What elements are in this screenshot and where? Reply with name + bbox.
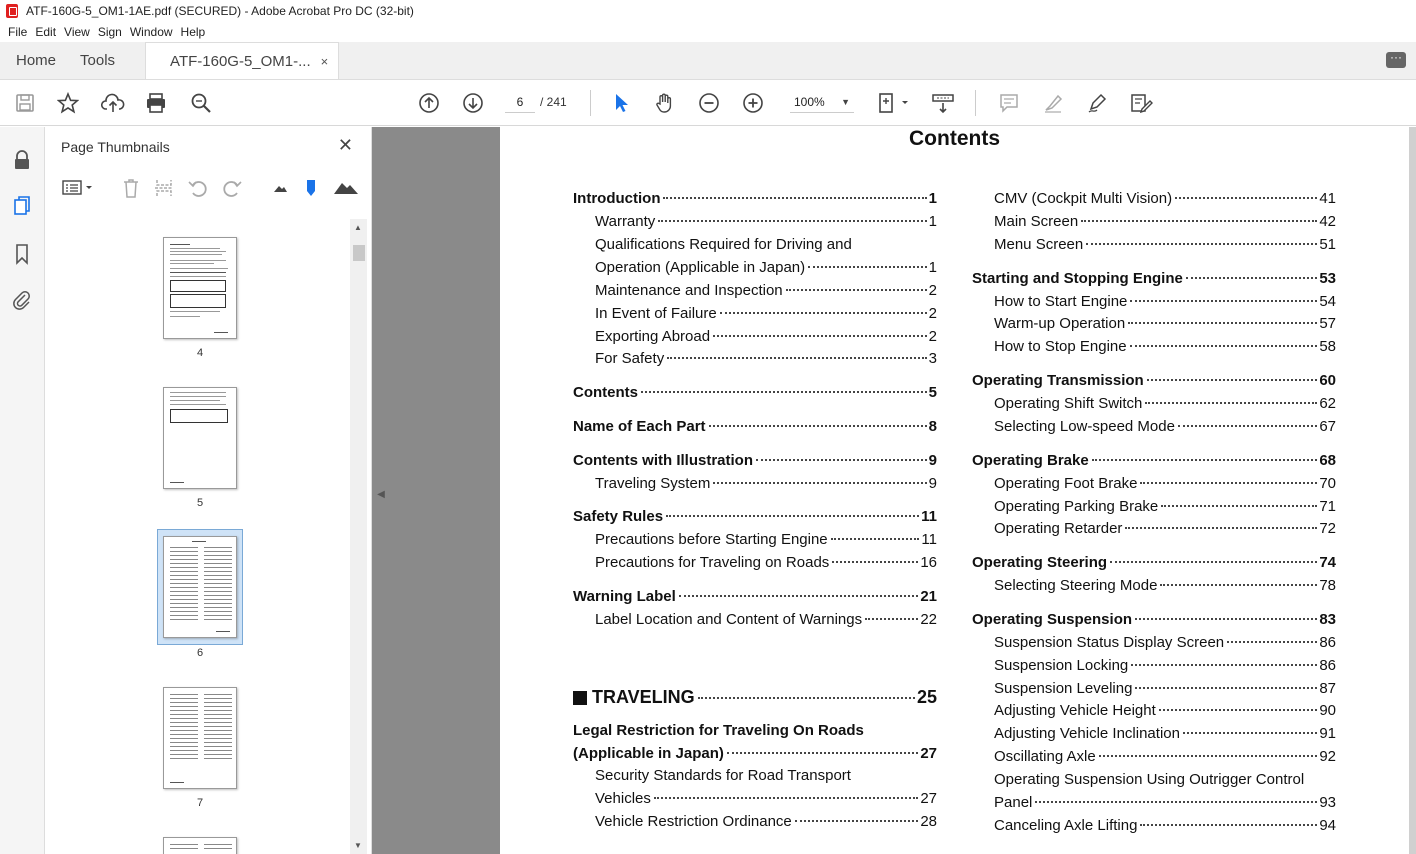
toc-entry-title: Warm-up Operation — [994, 315, 1126, 332]
toc-entry-page: 3 — [928, 350, 937, 367]
scrollbar-thumb[interactable] — [353, 245, 365, 261]
zoom-in-icon[interactable] — [740, 90, 766, 116]
pdf-page — [500, 127, 1409, 854]
toolbar-divider — [590, 90, 591, 116]
document-scrollbar[interactable] — [1409, 127, 1416, 854]
previous-page-icon[interactable] — [416, 90, 442, 116]
toc-leader-dots — [667, 357, 926, 359]
toc-leader-dots — [1131, 664, 1317, 666]
toc-entry-title: In Event of Failure — [595, 305, 717, 322]
tab-tools[interactable]: Tools — [80, 52, 116, 69]
toc-entry-page: 70 — [1319, 475, 1336, 492]
toc-entry[interactable] — [573, 508, 937, 530]
toc-entry[interactable] — [573, 418, 937, 440]
toc-entry-title: Traveling System — [595, 475, 711, 492]
thumbnail-page-number: 6 — [196, 647, 204, 659]
toc-leader-dots — [641, 391, 927, 393]
acrobat-app-icon — [6, 4, 18, 18]
toc-leader-dots — [1128, 322, 1317, 324]
toc-entry-title: Precautions before Starting Engine — [595, 531, 828, 548]
toc-entry-page: 86 — [1319, 657, 1336, 674]
toc-entry-page: 11 — [921, 508, 937, 525]
toc-entry-page: 91 — [1319, 725, 1336, 742]
toc-entry[interactable] — [595, 213, 937, 235]
toc-leader-dots — [1159, 709, 1318, 711]
toc-entry[interactable] — [994, 702, 1336, 724]
attachment-icon[interactable] — [12, 289, 32, 309]
toc-leader-dots — [713, 482, 926, 484]
toc-entry[interactable] — [994, 293, 1336, 315]
toc-entry-page: 78 — [1319, 577, 1336, 594]
toolbar-divider — [975, 90, 976, 116]
toc-entry-title: TRAVELING — [592, 687, 695, 707]
menu-bar — [0, 22, 1416, 42]
toc-leader-dots — [1110, 561, 1317, 563]
toc-entry-title: Exporting Abroad — [595, 328, 711, 345]
page-title: Contents — [909, 127, 1000, 150]
extract-page-icon[interactable] — [153, 177, 175, 204]
toc-entry-page: 16 — [920, 554, 937, 571]
toc-entry-page: 2 — [928, 305, 937, 322]
collapse-panel-icon[interactable]: ◀ — [377, 488, 385, 500]
toc-entry-page: 2 — [928, 328, 937, 345]
toc-entry-title: Operating Suspension Using Outrigger Control — [994, 771, 1305, 788]
menu-window[interactable]: Window — [129, 25, 173, 39]
toc-entry[interactable] — [573, 588, 937, 610]
toc-leader-dots — [1183, 732, 1317, 734]
toc-entry-page: 9 — [928, 452, 937, 469]
close-icon[interactable]: ✕ — [337, 135, 353, 155]
toc-entry[interactable] — [972, 554, 1336, 576]
delete-page-icon[interactable] — [121, 177, 141, 204]
toc-entry-title: Precautions for Traveling on Roads — [595, 554, 830, 571]
main-toolbar — [0, 80, 1416, 126]
toc-entry[interactable] — [595, 328, 937, 350]
toc-entry[interactable] — [573, 745, 937, 767]
toc-entry-title: How to Stop Engine — [994, 338, 1127, 355]
toc-entry-title: Warranty — [595, 213, 656, 230]
toc-leader-dots — [831, 538, 920, 540]
toc-entry-title: For Safety — [595, 350, 665, 367]
toc-entry-page: 41 — [1319, 190, 1336, 207]
hand-tool-icon[interactable] — [652, 90, 678, 116]
toc-entry[interactable] — [595, 813, 937, 835]
toc-entry-title: Operating Foot Brake — [994, 475, 1138, 492]
toc-entry-title: Warning Label — [573, 588, 676, 605]
toc-entry[interactable] — [994, 520, 1336, 542]
tab-bar — [0, 42, 1416, 80]
toc-entry[interactable] — [994, 634, 1336, 656]
toc-entry-page: 5 — [928, 384, 937, 401]
page-thumbnails-icon[interactable] — [12, 195, 32, 215]
toc-entry-title: Adjusting Vehicle Inclination — [994, 725, 1180, 742]
toc-leader-dots — [709, 425, 927, 427]
toc-entry-title: Legal Restriction for Traveling On Roads — [573, 722, 864, 739]
toc-entry-page: 72 — [1319, 520, 1336, 537]
toc-entry-title: Vehicles — [595, 790, 651, 807]
title-bar — [0, 0, 1416, 22]
page-thumbnails-panel — [45, 127, 372, 854]
toc-entry[interactable] — [972, 452, 1336, 474]
toc-entry[interactable] — [994, 657, 1336, 679]
toc-leader-dots — [666, 515, 919, 517]
toc-entry-page: 21 — [920, 588, 937, 605]
toc-entry[interactable] — [573, 384, 937, 406]
toc-entry-page: 1 — [928, 190, 937, 207]
toc-leader-dots — [1081, 220, 1317, 222]
toc-leader-dots — [1135, 618, 1317, 620]
toc-entry-page: 22 — [920, 611, 937, 628]
thumbnail-page-number: 4 — [196, 347, 204, 359]
toc-entry-page: 90 — [1319, 702, 1336, 719]
toc-entry-title: Security Standards for Road Transport — [595, 767, 851, 784]
toc-leader-dots — [1145, 402, 1317, 404]
toc-leader-dots — [1186, 277, 1317, 279]
toc-entry-title: Operating Suspension — [972, 611, 1133, 628]
toc-leader-dots — [1035, 801, 1317, 803]
toc-entry[interactable] — [972, 270, 1336, 292]
toc-entry[interactable] — [595, 531, 937, 553]
toc-entry-title: Operating Steering — [972, 554, 1108, 571]
thumbnail-list — [45, 219, 350, 854]
menu-help[interactable]: Help — [180, 25, 206, 39]
toc-leader-dots — [808, 266, 927, 268]
toc-entry-page: 68 — [1319, 452, 1336, 469]
toc-leader-dots — [1140, 824, 1317, 826]
toc-entry-page: 67 — [1319, 418, 1336, 435]
page-total: / 241 — [540, 95, 567, 109]
toc-entry-title: Main Screen — [994, 213, 1079, 230]
toc-entry[interactable] — [994, 577, 1336, 599]
sign-pen-icon[interactable] — [1084, 90, 1110, 116]
toc-leader-dots — [865, 618, 918, 620]
thumbnail-page[interactable] — [163, 687, 237, 789]
highlight-pen-icon[interactable] — [1040, 90, 1066, 116]
toc-entry[interactable] — [994, 395, 1336, 417]
toc-leader-dots — [698, 697, 915, 699]
print-icon[interactable] — [143, 90, 169, 116]
thumbnail-larger-icon[interactable] — [333, 177, 359, 202]
toc-leader-dots — [1178, 425, 1317, 427]
toc-entry[interactable] — [994, 794, 1336, 816]
edit-document-icon[interactable] — [1128, 90, 1154, 116]
menu-sign[interactable]: Sign — [97, 25, 122, 39]
toc-entry-title: Operating Parking Brake — [994, 498, 1159, 515]
toc-entry-title: Canceling Axle Lifting — [994, 817, 1138, 834]
thumbnail-scrollbar[interactable] — [350, 219, 367, 854]
toc-leader-dots — [756, 459, 927, 461]
toc-entry[interactable] — [994, 817, 1336, 839]
toc-leader-dots — [1086, 243, 1317, 245]
next-page-icon[interactable] — [460, 90, 486, 116]
toc-entry-page: 83 — [1319, 611, 1336, 628]
bookmarks-icon[interactable] — [12, 243, 32, 263]
toc-entry-title: Selecting Low-speed Mode — [994, 418, 1175, 435]
select-cursor-icon[interactable] — [608, 90, 634, 116]
toc-entry[interactable] — [994, 190, 1336, 212]
toc-entry[interactable] — [595, 282, 937, 304]
toc-entry[interactable] — [595, 236, 937, 258]
toc-entry[interactable] — [573, 722, 937, 744]
left-navigation-rail — [0, 127, 45, 854]
toc-entry[interactable] — [595, 554, 937, 576]
scroll-mode-icon[interactable] — [930, 90, 956, 116]
bookmark-star-icon[interactable] — [55, 90, 81, 116]
toc-entry-title: Contents — [573, 384, 638, 401]
search-zoom-icon[interactable] — [188, 90, 214, 116]
toc-leader-dots — [1140, 482, 1317, 484]
thumbnail-page-number: 5 — [196, 497, 204, 509]
toc-leader-dots — [679, 595, 919, 597]
toc-leader-dots — [1147, 379, 1318, 381]
tab-document[interactable] — [145, 42, 339, 79]
toc-leader-dots — [1125, 527, 1317, 529]
toc-leader-dots — [1135, 687, 1317, 689]
thumbnail-slider-handle-icon[interactable] — [303, 177, 319, 204]
zoom-out-icon[interactable] — [696, 90, 722, 116]
toc-entry-page: 9 — [928, 475, 937, 492]
thumbnail-page-selected[interactable] — [163, 536, 237, 638]
toc-entry-title: Vehicle Restriction Ordinance — [595, 813, 792, 830]
toc-entry-page: 25 — [916, 687, 937, 707]
save-icon[interactable] — [12, 90, 38, 116]
toc-entry-page: 62 — [1319, 395, 1336, 412]
thumbnail-toolbar — [45, 171, 372, 205]
scroll-down-icon[interactable]: ▼ — [354, 841, 362, 850]
options-menu-icon[interactable] — [61, 177, 95, 202]
toc-entry-page: 71 — [1319, 498, 1336, 515]
toc-leader-dots — [1099, 755, 1318, 757]
toc-entry-page: 2 — [928, 282, 937, 299]
thumbnail-smaller-icon[interactable] — [271, 177, 289, 202]
toc-entry-page: 1 — [928, 213, 937, 230]
zoom-level-select[interactable] — [790, 91, 854, 113]
toc-entry-page: 28 — [920, 813, 937, 830]
toc-entry-page: 27 — [920, 745, 937, 762]
toc-entry-title: (Applicable in Japan) — [573, 745, 724, 762]
tab-document-label: ATF-160G-5_OM1-... — [170, 52, 311, 70]
toc-entry-title: Oscillating Axle — [994, 748, 1096, 765]
toc-entry-page: 27 — [920, 790, 937, 807]
toc-entry-page: 86 — [1319, 634, 1336, 651]
tab-home[interactable]: Home — [16, 52, 57, 69]
zoom-level-value: 100% — [794, 95, 825, 109]
toc-entry-page: 93 — [1319, 794, 1336, 811]
toc-entry[interactable] — [972, 372, 1336, 394]
toc-leader-dots — [1130, 300, 1317, 302]
toc-leader-dots — [1130, 345, 1318, 347]
toc-leader-dots — [786, 289, 927, 291]
toc-entry-title: Operation (Applicable in Japan) — [595, 259, 806, 276]
toc-entry-title: Label Location and Content of Warnings — [595, 611, 863, 628]
rotate-left-icon[interactable] — [187, 177, 209, 204]
lock-icon[interactable] — [12, 149, 32, 169]
toc-entry[interactable] — [994, 680, 1336, 702]
chevron-down-icon: ▼ — [841, 97, 850, 107]
thumbnail-page-number: 7 — [196, 797, 204, 809]
toc-leader-dots — [1161, 505, 1317, 507]
toc-entry[interactable] — [994, 213, 1336, 235]
thumbnail-page[interactable] — [163, 387, 237, 489]
thumbnail-page[interactable] — [163, 237, 237, 339]
toc-entry[interactable] — [994, 338, 1336, 360]
toc-entry-title: Introduction — [573, 190, 661, 207]
toc-entry[interactable] — [994, 475, 1336, 497]
toc-entry-title: Operating Transmission — [972, 372, 1144, 389]
toc-leader-dots — [713, 335, 927, 337]
toc-entry[interactable] — [595, 305, 937, 327]
menu-file[interactable]: File — [8, 25, 28, 39]
thumbnail-page[interactable] — [163, 837, 237, 854]
toc-leader-dots — [1227, 641, 1317, 643]
toc-entry-page: 92 — [1319, 748, 1336, 765]
toc-entry-title: How to Start Engine — [994, 293, 1128, 310]
toc-entry-title: Menu Screen — [994, 236, 1084, 253]
toc-entry-title: Panel — [994, 794, 1033, 811]
toc-leader-dots — [654, 797, 918, 799]
toc-entry[interactable] — [595, 767, 937, 789]
toc-entry[interactable] — [595, 259, 937, 281]
toc-leader-dots — [720, 312, 927, 314]
toc-entry-page: 11 — [921, 531, 937, 548]
toc-entry-title: Suspension Status Display Screen — [994, 634, 1225, 651]
toc-entry-title: Maintenance and Inspection — [595, 282, 783, 299]
toc-entry-page: 87 — [1319, 680, 1336, 697]
toc-leader-dots — [727, 752, 918, 754]
toc-entry-page: 8 — [928, 418, 937, 435]
toc-entry-title: Selecting Steering Mode — [994, 577, 1158, 594]
comment-icon[interactable] — [1386, 52, 1406, 68]
toc-entry-page: 51 — [1319, 236, 1336, 253]
toc-leader-dots — [795, 820, 919, 822]
page-number-input[interactable]: 6 — [505, 91, 535, 113]
toc-entry-title: Operating Retarder — [994, 520, 1123, 537]
toc-entry[interactable] — [994, 725, 1336, 747]
upload-cloud-icon[interactable] — [100, 90, 126, 116]
tab-close-icon[interactable]: × — [320, 53, 329, 69]
toc-entry-page: 58 — [1319, 338, 1336, 355]
toc-entry[interactable] — [595, 475, 937, 497]
toc-leader-dots — [832, 561, 918, 563]
toc-entry-title: Contents with Illustration — [573, 452, 753, 469]
toc-entry[interactable] — [573, 190, 937, 212]
page-fit-icon[interactable] — [876, 90, 912, 116]
toc-entry[interactable] — [595, 350, 937, 372]
toc-entry-title: Qualifications Required for Driving and — [595, 236, 852, 253]
toc-entry-page: 42 — [1319, 213, 1336, 230]
menu-view[interactable]: View — [64, 25, 90, 39]
toc-entry-page: 1 — [928, 259, 937, 276]
toc-entry-title: Name of Each Part — [573, 418, 706, 435]
toc-leader-dots — [1175, 197, 1317, 199]
rotate-right-icon[interactable] — [221, 177, 243, 204]
toc-entry-page: 54 — [1319, 293, 1336, 310]
toc-entry[interactable] — [972, 611, 1336, 633]
toc-entry-page: 60 — [1319, 372, 1336, 389]
toc-entry[interactable] — [573, 452, 937, 474]
toc-entry-title: Operating Shift Switch — [994, 395, 1143, 412]
toc-entry[interactable] — [994, 748, 1336, 770]
toc-leader-dots — [1092, 459, 1318, 461]
toc-entry-title: Suspension Leveling — [994, 680, 1133, 697]
scroll-up-icon[interactable]: ▲ — [354, 223, 362, 232]
toc-entry-page: 53 — [1319, 270, 1336, 287]
toc-leader-dots — [658, 220, 926, 222]
toc-entry[interactable] — [994, 498, 1336, 520]
toc-entry-page: 74 — [1319, 554, 1336, 571]
toc-entry[interactable] — [994, 418, 1336, 440]
toc-entry-page: 57 — [1319, 315, 1336, 332]
panel-title: Page Thumbnails — [61, 139, 170, 155]
window-title: ATF-160G-5_OM1-1AE.pdf (SECURED) - Adobe Acrobat Pro DC (32-bit) — [26, 4, 414, 18]
toc-entry-title: Suspension Locking — [994, 657, 1129, 674]
toc-entry[interactable] — [573, 687, 937, 709]
toc-leader-dots — [663, 197, 926, 199]
toc-entry-title: Safety Rules — [573, 508, 664, 525]
toc-entry-title: Operating Brake — [972, 452, 1089, 469]
toc-entry-title: CMV (Cockpit Multi Vision) — [994, 190, 1173, 207]
toc-entry[interactable] — [595, 611, 937, 633]
toc-entry[interactable] — [994, 315, 1336, 337]
menu-edit[interactable]: Edit — [35, 25, 57, 39]
toc-entry-page: 94 — [1319, 817, 1336, 834]
toc-entry-title: Adjusting Vehicle Height — [994, 702, 1156, 719]
toc-leader-dots — [1160, 584, 1317, 586]
toc-entry[interactable] — [994, 771, 1336, 793]
add-comment-icon[interactable] — [996, 90, 1022, 116]
toc-entry[interactable] — [595, 790, 937, 812]
section-square-icon — [573, 691, 587, 705]
toc-entry[interactable] — [994, 236, 1336, 258]
toc-entry-title: Starting and Stopping Engine — [972, 270, 1183, 287]
